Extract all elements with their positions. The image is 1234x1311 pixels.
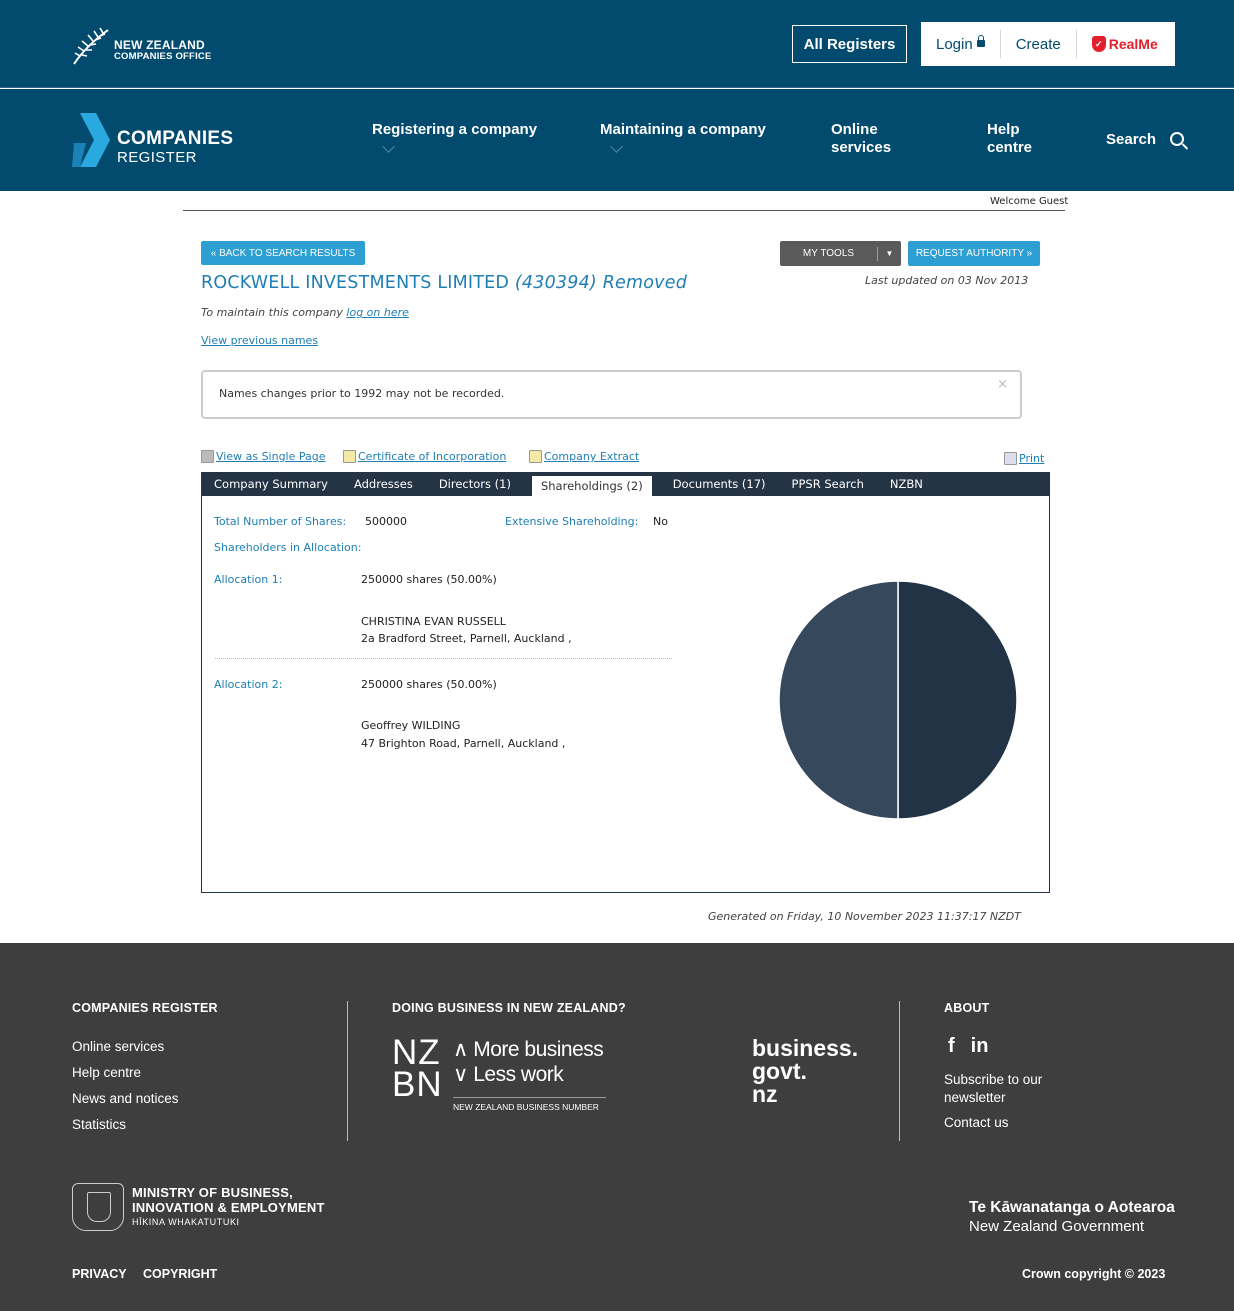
linkedin-icon[interactable]: in bbox=[970, 1035, 989, 1057]
nz-government-logo[interactable]: Te Kāwanatanga o Aotearoa New Zealand Government bbox=[969, 1199, 1175, 1235]
my-tools-button[interactable]: MY TOOLS ▼ bbox=[780, 241, 901, 266]
nav-help-centre[interactable]: Help centre bbox=[987, 121, 1033, 156]
all-registers-button[interactable]: All Registers bbox=[792, 25, 907, 63]
tab-directors[interactable]: Directors (1) bbox=[438, 477, 511, 491]
print-link[interactable]: Print bbox=[1004, 452, 1044, 465]
tab-addresses[interactable]: Addresses bbox=[353, 477, 413, 491]
notice-text: Names changes prior to 1992 may not be recorded. bbox=[219, 387, 505, 400]
coat-of-arms-icon bbox=[72, 1183, 124, 1231]
divider bbox=[347, 1001, 348, 1141]
pie-slice-allocation-1 bbox=[898, 581, 1017, 819]
subscribe-newsletter-link[interactable]: Subscribe to our newsletter bbox=[944, 1072, 1043, 1105]
companies-office-logo[interactable] bbox=[72, 24, 222, 66]
footer-heading: ABOUT bbox=[944, 1001, 990, 1015]
certificate-icon bbox=[343, 450, 356, 463]
company-tabs bbox=[201, 472, 1050, 496]
page-title bbox=[201, 273, 687, 293]
main-nav bbox=[0, 89, 1234, 191]
last-updated: Last updated on 03 Nov 2013 bbox=[865, 274, 1029, 287]
copyright-link[interactable]: COPYRIGHT bbox=[143, 1267, 218, 1281]
maintain-text: To maintain this company log on here bbox=[201, 306, 409, 319]
divider bbox=[899, 1001, 900, 1141]
extensive-shareholding-label: Extensive Shareholding: bbox=[505, 515, 639, 528]
log-on-here-link[interactable]: log on here bbox=[346, 306, 409, 319]
company-extract-link[interactable]: Company Extract bbox=[529, 450, 639, 463]
tab-ppsr-search[interactable]: PPSR Search bbox=[791, 477, 864, 491]
org-name-line2: COMPANIES OFFICE bbox=[114, 51, 212, 62]
divider bbox=[183, 210, 1065, 211]
total-shares-label: Total Number of Shares: bbox=[214, 515, 347, 528]
top-bar bbox=[0, 0, 1234, 88]
company-name: ROCKWELL INVESTMENTS LIMITED bbox=[201, 273, 510, 293]
view-previous-names-link[interactable]: View previous names bbox=[201, 334, 319, 347]
request-authority-button[interactable]: REQUEST AUTHORITY » bbox=[908, 241, 1040, 266]
certificate-icon bbox=[529, 450, 542, 463]
tab-nzbn[interactable]: NZBN bbox=[889, 477, 923, 491]
chevron-down-icon bbox=[610, 140, 623, 153]
privacy-link[interactable]: PRIVACY bbox=[72, 1267, 127, 1281]
chevron-down-icon bbox=[382, 140, 395, 153]
shareholder-address: 2a Bradford Street, Parnell, Auckland , bbox=[361, 632, 572, 645]
welcome-text: Welcome Guest bbox=[990, 196, 1069, 207]
footer-link-statistics[interactable]: Statistics bbox=[72, 1117, 127, 1132]
shareholder-name: CHRISTINA EVAN RUSSELL bbox=[361, 615, 506, 628]
total-shares-value: 500000 bbox=[365, 515, 407, 528]
auth-box bbox=[921, 22, 1175, 66]
tab-shareholdings[interactable]: Shareholdings (2) bbox=[532, 476, 652, 496]
login-label: Login bbox=[936, 35, 973, 53]
register-title-line2: REGISTER bbox=[117, 149, 197, 166]
tab-documents[interactable]: Documents (17) bbox=[672, 477, 766, 491]
shareholder-name: Geoffrey WILDING bbox=[361, 719, 461, 732]
binoculars-icon bbox=[201, 450, 214, 463]
crown-copyright: Crown copyright © 2023 bbox=[1022, 1267, 1166, 1281]
certificate-of-incorporation-link[interactable]: Certificate of Incorporation bbox=[343, 450, 506, 463]
business-govt-nz-logo[interactable]: business. govt. nz bbox=[752, 1035, 859, 1107]
footer-link-news-and-notices[interactable]: News and notices bbox=[72, 1091, 179, 1106]
printer-icon bbox=[1004, 452, 1017, 465]
contact-us-link[interactable]: Contact us bbox=[944, 1115, 1009, 1130]
shareholders-in-allocation-label: Shareholders in Allocation: bbox=[214, 541, 362, 554]
social-links bbox=[948, 1035, 988, 1058]
realme-link[interactable] bbox=[1077, 30, 1173, 58]
divider bbox=[215, 658, 672, 659]
company-number-status: (430394) Removed bbox=[514, 273, 688, 293]
realme-label: RealMe bbox=[1108, 36, 1158, 52]
facebook-icon[interactable]: f bbox=[948, 1035, 955, 1057]
nav-maintaining-a-company[interactable]: Maintaining a company bbox=[600, 121, 766, 151]
footer-heading: DOING BUSINESS IN NEW ZEALAND? bbox=[392, 1001, 626, 1015]
allocation-label: Allocation 1: bbox=[214, 573, 283, 586]
nav-registering-a-company[interactable]: Registering a company bbox=[372, 121, 537, 151]
welcome-user: Guest bbox=[1038, 196, 1069, 207]
allocation-shares: 250000 shares (50.00%) bbox=[361, 678, 497, 691]
silver-fern-icon bbox=[72, 26, 112, 66]
shareholder-address: 47 Brighton Road, Parnell, Auckland , bbox=[361, 737, 566, 750]
shareholding-pie-chart bbox=[778, 580, 1018, 820]
footer-link-online-services[interactable]: Online services bbox=[72, 1039, 165, 1054]
allocation-label: Allocation 2: bbox=[214, 678, 283, 691]
tab-company-summary[interactable]: Company Summary bbox=[214, 477, 328, 491]
nzbn-logo[interactable]: NZ BN ∧ More business ∨ Less work NEW ZEALAND BUSINESS NUMBER bbox=[392, 1037, 612, 1107]
generated-timestamp: Generated on Friday, 10 November 2023 11:37:17 NZDT bbox=[708, 910, 1021, 923]
create-link[interactable]: Create bbox=[1015, 35, 1061, 53]
footer-link-help-centre[interactable]: Help centre bbox=[72, 1065, 142, 1080]
companies-register-logo[interactable] bbox=[72, 113, 242, 169]
allocation-shares: 250000 shares (50.00%) bbox=[361, 573, 497, 586]
back-to-search-results-button[interactable]: « BACK TO SEARCH RESULTS bbox=[201, 241, 365, 265]
mbie-logo[interactable]: MINISTRY OF BUSINESS, INNOVATION & EMPLOYMENT HĪKINA WHAKATUTUKI bbox=[72, 1183, 325, 1231]
dropdown-arrow-icon[interactable]: ▼ bbox=[877, 247, 901, 261]
close-icon[interactable]: × bbox=[997, 377, 1008, 392]
pie-slice-allocation-2 bbox=[779, 581, 898, 819]
footer bbox=[0, 943, 1234, 1311]
nav-online-services[interactable]: Online services bbox=[831, 121, 892, 156]
org-name-line1: NEW ZEALAND bbox=[114, 38, 205, 52]
register-title-line1: COMPANIES bbox=[117, 128, 234, 149]
chevron-logo-icon bbox=[72, 113, 112, 167]
realme-shield-icon: ✓ bbox=[1092, 36, 1106, 52]
extensive-shareholding-value: No bbox=[653, 515, 668, 528]
notice-box bbox=[201, 370, 1022, 419]
login-link[interactable] bbox=[921, 30, 1000, 58]
search-icon bbox=[1170, 132, 1184, 146]
footer-heading: COMPANIES REGISTER bbox=[72, 1001, 218, 1015]
nav-search[interactable]: Search bbox=[1106, 130, 1184, 149]
lock-icon bbox=[977, 40, 985, 47]
view-as-single-page-link[interactable]: View as Single Page bbox=[201, 450, 326, 463]
